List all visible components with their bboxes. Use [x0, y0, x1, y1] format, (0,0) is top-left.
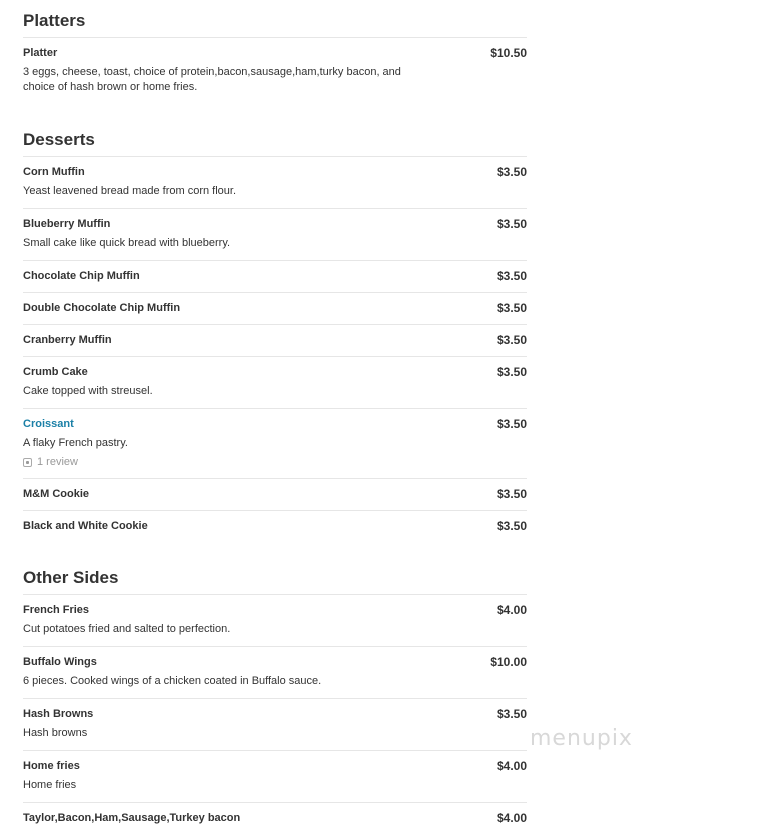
item-name: Buffalo Wings [23, 656, 97, 668]
item-description: Home fries [23, 779, 77, 791]
item-name: Double Chocolate Chip Muffin [23, 302, 181, 314]
item-name: M&M Cookie [23, 488, 89, 500]
item-price: $3.50 [496, 707, 527, 721]
menu [23, 0, 527, 834]
item-description: Hash browns [23, 727, 88, 739]
menu-item [23, 156, 527, 208]
menu-item [23, 356, 527, 408]
menu-item [23, 478, 527, 510]
item-description: A flaky French pastry. [23, 437, 128, 449]
item-price: $4.00 [496, 603, 527, 617]
item-name: Blueberry Muffin [23, 218, 111, 230]
menu-item [23, 324, 527, 356]
item-description: 6 pieces. Cooked wings of a chicken coated in Buffalo sauce. [23, 675, 322, 687]
item-description: Cut potatoes fried and salted to perfection. [23, 623, 231, 635]
item-price: $4.00 [496, 759, 527, 773]
item-price: $3.50 [496, 165, 527, 179]
item-name: Taylor,Bacon,Ham,Sausage,Turkey bacon [23, 812, 241, 824]
item-price: $3.50 [496, 333, 527, 347]
menu-item [23, 208, 527, 260]
item-name: Cranberry Muffin [23, 334, 112, 346]
item-price: $10.00 [490, 655, 527, 669]
item-price: $3.50 [496, 487, 527, 501]
item-name-link[interactable]: Croissant [23, 418, 74, 430]
item-name: Chocolate Chip Muffin [23, 270, 140, 282]
item-description: Cake topped with streusel. [23, 385, 153, 397]
item-name: French Fries [23, 604, 90, 616]
item-name: Home fries [23, 760, 80, 772]
menu-item [23, 510, 527, 542]
item-price: $3.50 [496, 217, 527, 231]
review-link[interactable] [23, 455, 527, 469]
menu-item [23, 594, 527, 646]
menu-item [23, 408, 527, 478]
menu-item [23, 750, 527, 802]
menu-item [23, 37, 527, 104]
watermark-logo: menupix [530, 726, 633, 751]
item-price: $3.50 [496, 269, 527, 283]
menu-item [23, 802, 527, 834]
item-name: Platter [23, 47, 58, 59]
section-title-platters: Platters [23, 11, 86, 30]
item-description: Yeast leavened bread made from corn flour. [23, 185, 237, 197]
item-price: $3.50 [496, 301, 527, 315]
menu-item [23, 260, 527, 292]
item-price: $3.50 [496, 519, 527, 533]
item-price: $3.50 [496, 365, 527, 379]
item-description: 3 eggs, cheese, toast, choice of protein,bacon,sausage,ham,turky bacon, and choice of hash brown or home fries. [23, 66, 401, 93]
item-price: $3.50 [496, 417, 527, 431]
item-name: Black and White Cookie [23, 520, 148, 532]
item-description: Small cake like quick bread with blueberry. [23, 237, 231, 249]
menu-item [23, 698, 527, 750]
section-title-other-sides: Other Sides [23, 568, 119, 587]
section-title-desserts: Desserts [23, 130, 95, 149]
item-name: Hash Browns [23, 708, 94, 720]
review-icon [23, 458, 32, 467]
item-price: $10.50 [490, 46, 527, 60]
item-name: Crumb Cake [23, 366, 88, 378]
menu-item [23, 646, 527, 698]
menu-item [23, 292, 527, 324]
item-price: $4.00 [496, 811, 527, 825]
review-count: 1 review [37, 456, 78, 468]
item-name: Corn Muffin [23, 166, 85, 178]
